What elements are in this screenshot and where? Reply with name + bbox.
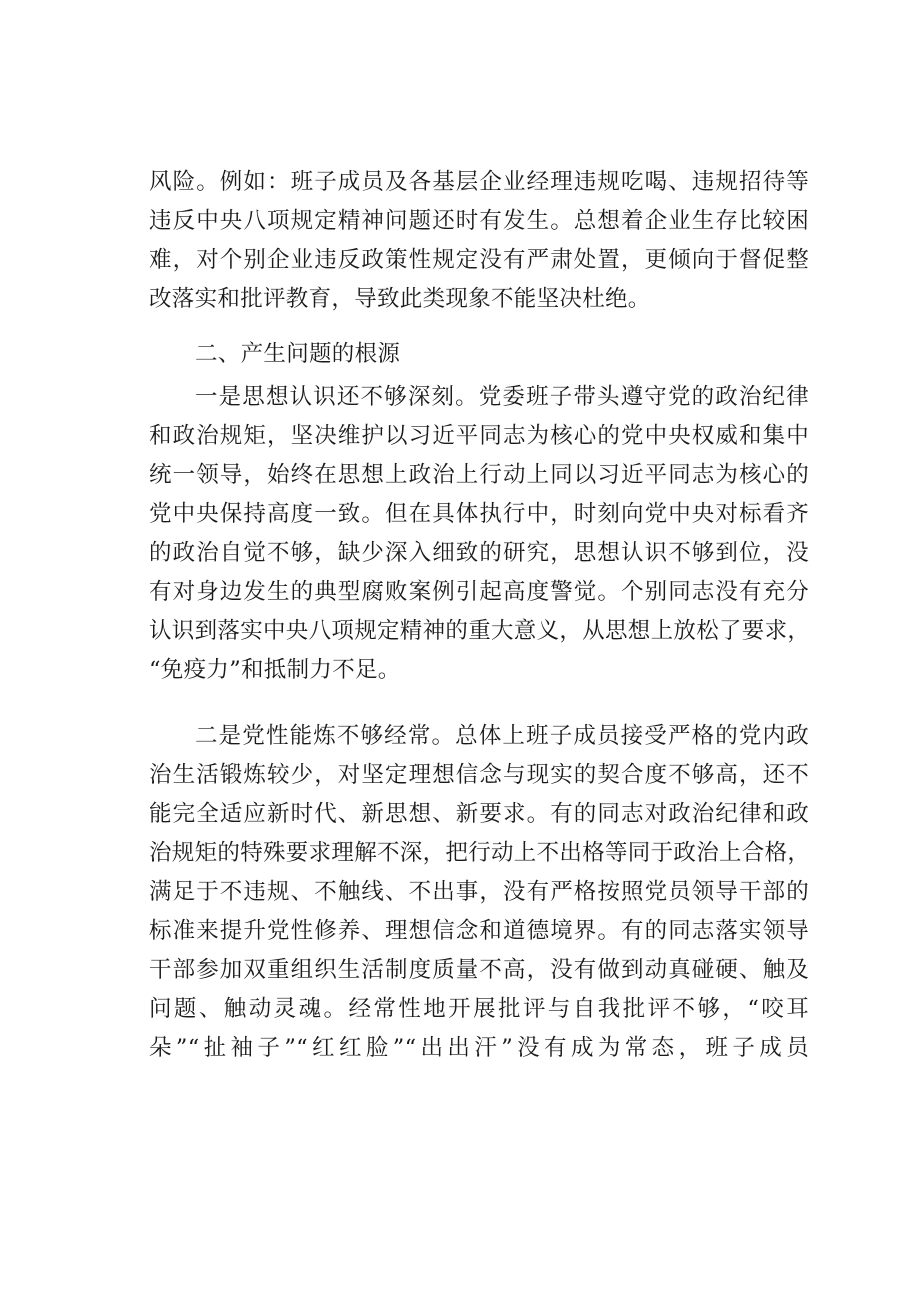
paragraph-line: 一是思想认识还不够深刻。党委班子带头遵守党的政治纪律 (195, 384, 809, 410)
section-heading: 二、产生问题的根源 (195, 341, 401, 367)
paragraph-line: “免疫力”和抵制力不足。 (149, 657, 401, 683)
paragraph-line: 难，对个别企业违反政策性规定没有严肃处置，更倾向于督促整 (149, 247, 809, 273)
paragraph-line: 标准来提升党性修养、理想信念和道德境界。有的同志落实领导 (149, 918, 809, 944)
paragraph-line: 党中央保持高度一致。但在具体执行中，时刻向党中央对标看齐 (149, 501, 809, 527)
paragraph-line: 问题、触动灵魂。经常性地开展批评与自我批评不够，“咬耳 (149, 996, 809, 1022)
paragraph-line: 能完全适应新时代、新思想、新要求。有的同志对政治纪律和政 (149, 801, 809, 827)
paragraph-line: 统一领导，始终在思想上政治上行动上同以习近平同志为核心的 (149, 462, 809, 488)
paragraph-line: 风险。例如：班子成员及各基层企业经理违规吃喝、违规招待等 (149, 169, 809, 195)
paragraph-line: 的政治自觉不够，缺少深入细致的研究，思想认识不够到位，没 (149, 540, 809, 566)
paragraph-line: 干部参加双重组织生活制度质量不高，没有做到动真碰硬、触及 (149, 957, 809, 983)
paragraph-line: 治规矩的特殊要求理解不深，把行动上不出格等同于政治上合格， (149, 840, 811, 866)
paragraph-line: 朵”“扯袖子”“红红脸”“出出汗”没有成为常态，班子成员 (149, 1035, 809, 1061)
paragraph-line: 治生活锻炼较少，对坚定理想信念与现实的契合度不够高，还不 (149, 762, 809, 788)
paragraph-line: 认识到落实中央八项规定精神的重大意义，从思想上放松了要求， (149, 618, 811, 644)
paragraph-line: 违反中央八项规定精神问题还时有发生。总想着企业生存比较困 (149, 208, 809, 234)
paragraph-line: 有对身边发生的典型腐败案例引起高度警觉。个别同志没有充分 (149, 579, 809, 605)
paragraph-line: 二是党性能炼不够经常。总体上班子成员接受严格的党内政 (195, 723, 809, 749)
paragraph-line: 改落实和批评教育，导致此类现象不能坚决杜绝。 (149, 286, 651, 312)
paragraph-line: 和政治规矩，坚决维护以习近平同志为核心的党中央权威和集中 (149, 423, 809, 449)
paragraph-line: 满足于不违规、不触线、不出事，没有严格按照党员领导干部的 (149, 879, 809, 905)
